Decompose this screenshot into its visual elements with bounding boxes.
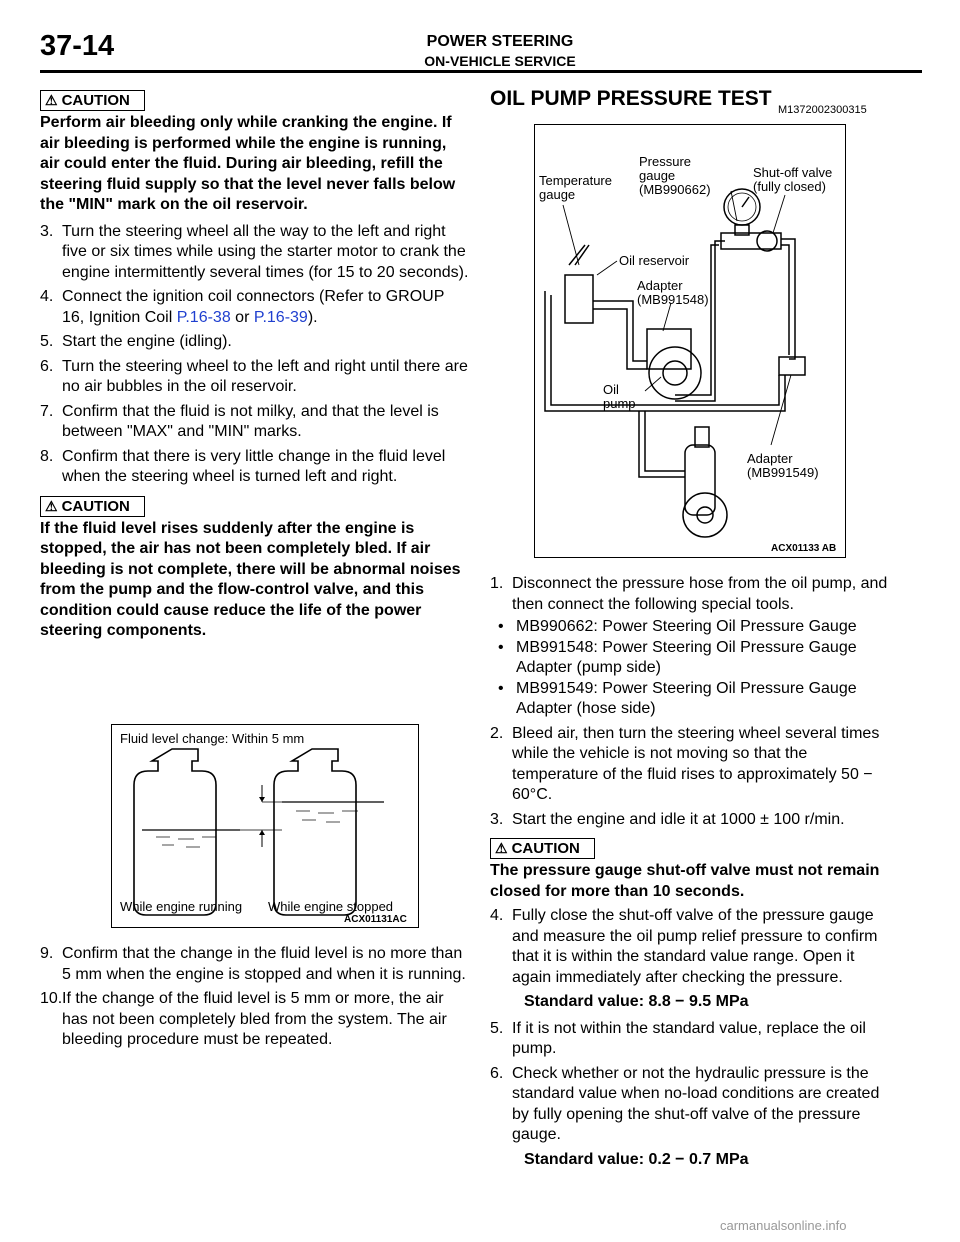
step-5: 5. If it is not within the standard value, replace the oil pump. bbox=[490, 1019, 866, 1057]
caution-label: ⚠ CAUTION bbox=[40, 90, 145, 111]
section-heading: OIL PUMP PRESSURE TEST bbox=[490, 87, 772, 110]
caution-label: ⚠ CAUTION bbox=[40, 496, 145, 517]
section-code: M1372002300315 bbox=[778, 104, 867, 116]
step-9: 9. Confirm that the change in the fluid level is no more than 5 mm when the engine is stopped and when it is running. bbox=[40, 945, 466, 983]
link-p16-38[interactable]: P.16-38 bbox=[176, 308, 231, 326]
left-column bbox=[40, 90, 470, 642]
step-5: 5. Start the engine (idling). bbox=[40, 333, 232, 350]
step-3: 3. Turn the steering wheel all the way to the left and right five or six times while using the starter motor to crank the engine intermittently several times (for 15 to 20 seconds). bbox=[40, 222, 469, 281]
link-p16-39[interactable]: P.16-39 bbox=[253, 308, 308, 326]
step-6: 6. Turn the steering wheel to the left and right until there are no air bubbles in the oil reservoir. bbox=[40, 357, 468, 395]
caution-label: ⚠ CAUTION bbox=[490, 838, 595, 859]
warning-icon: ⚠ bbox=[45, 497, 58, 514]
step-1: 1. Disconnect the pressure hose from the oil pump, and then connect the following special tools. bbox=[490, 575, 888, 613]
label-pressure-gauge: Pressure gauge (MB990662) bbox=[639, 154, 711, 197]
step-7: 7. Confirm that the fluid is not milky, and that the level is between "MAX" and "MIN" marks. bbox=[40, 402, 439, 440]
label-oil-reservoir: Oil reservoir bbox=[619, 253, 690, 268]
step-3: 3. Start the engine and idle it at 1000 ± 100 r/min. bbox=[490, 810, 845, 828]
tool-item: • MB990662: Power Steering Oil Pressure Gauge bbox=[498, 618, 857, 635]
fluid-level-diagram bbox=[112, 725, 418, 927]
label-shutoff-valve: Shut-off valve (fully closed) bbox=[753, 165, 833, 194]
page-number: 37-14 bbox=[40, 30, 115, 62]
step-10: 10. If the change of the fluid level is 5 mm or more, the air has not been completely bled from the system. The air bleeding procedure must be repeated. bbox=[40, 990, 447, 1048]
warning-icon: ⚠ bbox=[495, 840, 508, 856]
section-title: POWER STEERING bbox=[426, 33, 574, 50]
caution-text: The pressure gauge shut-off valve must not remain closed for more than 10 seconds. bbox=[490, 862, 880, 900]
figure-code: ACX01131AC bbox=[344, 914, 407, 925]
step-4: 4. Fully close the shut-off valve of the pressure gauge and measure the oil pump relief pressure to confirm that it is within the standard value range. Open it again immediately after checking the pressure. bbox=[490, 907, 878, 986]
fluid-level-figure bbox=[111, 724, 419, 928]
right-column bbox=[490, 574, 894, 1176]
step-2: 2. Bleed air, then turn the steering wheel several times while the vehicle is not moving so that the temperature of the fluid rises to approximately 50 − 60°C. bbox=[490, 724, 880, 803]
watermark: carmanualsonline.info bbox=[720, 1218, 847, 1233]
standard-value: Standard value: 0.2 − 0.7 MPa bbox=[524, 1150, 749, 1168]
left-column-lower bbox=[40, 944, 470, 1055]
header-rule bbox=[40, 70, 922, 73]
step-6: 6. Check whether or not the hydraulic pressure is the standard value when no-load conditions are created by fully opening the shut-off valve of the pressure gauge. bbox=[490, 1064, 880, 1143]
label-oil-pump: Oil pump bbox=[603, 382, 636, 411]
pressure-test-figure bbox=[534, 124, 846, 558]
label-adapter-pump-side: Adapter (MB991548) bbox=[637, 278, 709, 307]
subsection-title: ON-VEHICLE SERVICE bbox=[424, 53, 576, 69]
figure-caption: Fluid level change: Within 5 mm bbox=[120, 731, 305, 746]
tool-item: • MB991549: Power Steering Oil Pressure Gauge Adapter (hose side) bbox=[498, 679, 857, 717]
tool-item: • MB991548: Power Steering Oil Pressure Gauge Adapter (pump side) bbox=[498, 638, 857, 676]
label-temperature-gauge: Temperature gauge bbox=[539, 173, 612, 202]
caution-text: Perform air bleeding only while cranking the engine. If air bleeding is performed while the engine is running, air could enter the fluid. During air bleeding, refill the steering fluid supply so that the level never falls below the "MIN" mark on the oil reservoir. bbox=[40, 114, 456, 213]
step-4: 4. Connect the ignition coil connectors (Refer to GROUP 16, Ignition Coil P.16-38 or P.16-39). bbox=[40, 288, 445, 326]
standard-value: Standard value: 8.8 − 9.5 MPa bbox=[524, 993, 749, 1010]
caution-text: If the fluid level rises suddenly after the engine is stopped, the air has not been completely bled. If air bleeding is not complete, there will be abnormal noises from the pump and the flow-control valve, and this condition could cause reduce the life of the power steering components. bbox=[40, 519, 461, 639]
label-engine-stopped: While engine stopped bbox=[268, 899, 394, 914]
figure-code: ACX01133 AB bbox=[771, 543, 837, 554]
warning-icon: ⚠ bbox=[45, 92, 58, 108]
label-engine-running: While engine running bbox=[120, 899, 243, 914]
label-adapter-hose-side: Adapter (MB991549) bbox=[747, 451, 819, 480]
step-8: 8. Confirm that there is very little change in the fluid level when the steering wheel is turned left and right. bbox=[40, 447, 446, 485]
